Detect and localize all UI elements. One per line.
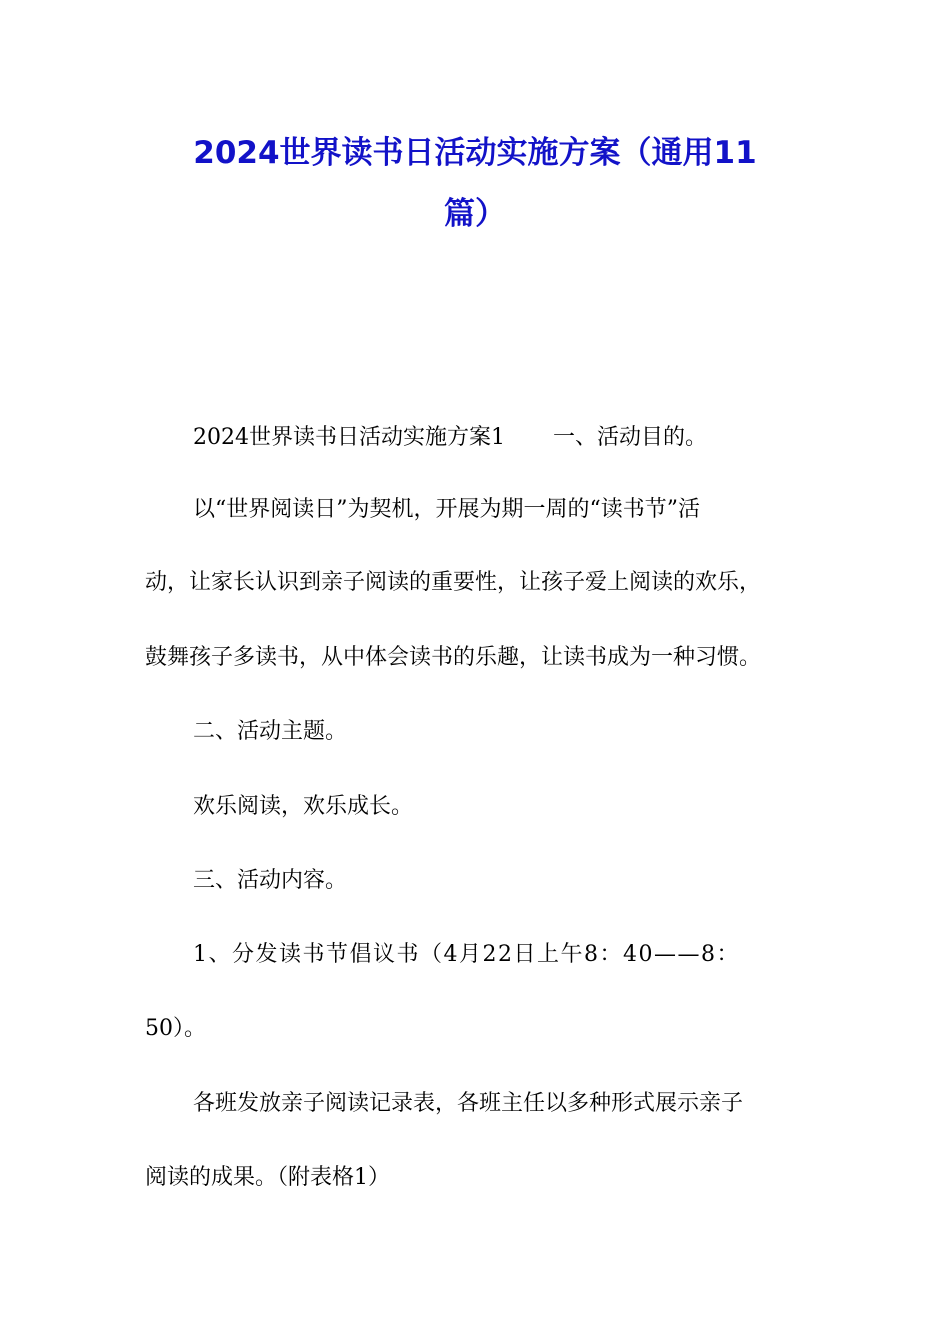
purpose-line-1: 以“世界阅读日”为契机，开展为期一周的“读书节”活 — [193, 497, 700, 522]
purpose-line-2: 动，让家长认识到亲子阅读的重要性，让孩子爱上阅读的欢乐， — [145, 570, 762, 595]
item-1-line-1: 1、分发读书节倡议书（4月22日上午8：40——8： — [193, 942, 740, 967]
theme-text: 欢乐阅读，欢乐成长。 — [193, 794, 414, 819]
item-1-line-2: 50）。 — [145, 1016, 206, 1041]
item-1-desc-line-2: 阅读的成果。（附表格1） — [145, 1165, 390, 1190]
plan-heading-row — [193, 423, 873, 453]
document-title-line-2: 篇） — [444, 196, 506, 232]
section-1-title: 一、活动目的。 — [553, 425, 708, 450]
plan-heading: 2024世界读书日活动实施方案1 — [193, 425, 505, 450]
item-1-desc-line-1: 各班发放亲子阅读记录表，各班主任以多种形式展示亲子 — [193, 1091, 744, 1116]
document-title-line-1: 2024世界读书日活动实施方案（通用11 — [193, 135, 757, 171]
section-2-title: 二、活动主题。 — [193, 719, 348, 744]
section-3-title: 三、活动内容。 — [193, 868, 348, 893]
purpose-line-3: 鼓舞孩子多读书，从中体会读书的乐趣，让读书成为一种习惯。 — [145, 645, 762, 670]
